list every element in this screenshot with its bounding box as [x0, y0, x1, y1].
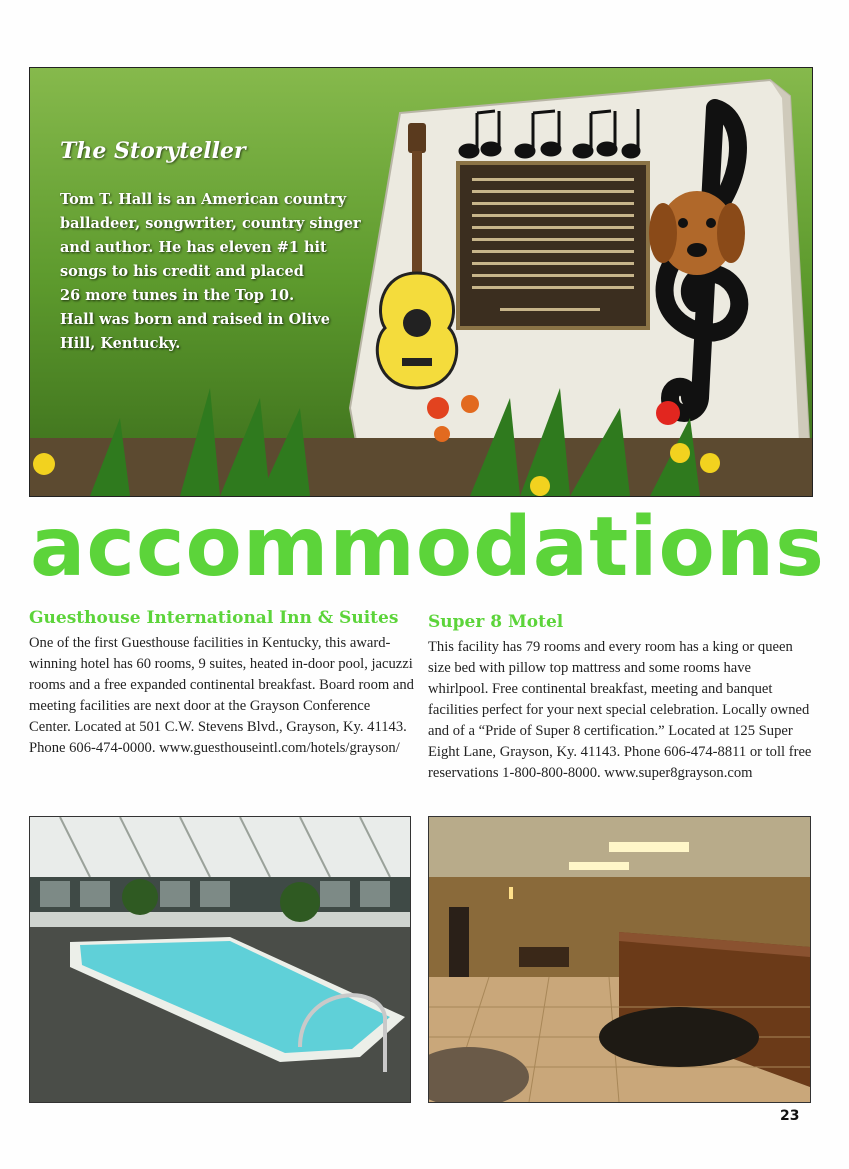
listing-description: This facility has 79 rooms and every room has a king or queen size bed with pillow top mattress and some rooms have whirlpool. Free continental breakfast, meeting and banquet facilities perfect for your next special celebration. Locally owned and of a “Pride of Super 8 certification.” Located at 125 Super Eight Lane, Grayson, Ky. 41143. Phone 606-474-8811 or toll free reservations 1-800-800-8000. www.super8grayson.com — [428, 639, 812, 781]
hero-photo — [29, 67, 813, 497]
listing-description: One of the first Guesthouse facilities in Kentucky, this award-winning hotel has 60 rooms, 9 suites, heated in-door pool, jacuzzi rooms and a free expanded continental breakfast. Board room and meeting facilities are next door at the Grayson Conference Center. Located at 501 C.W. Stevens Blvd., Grayson, Ky. 41143. Phone 606-474-0000. www.guesthouseintl.com/hotels/grayson/ — [29, 635, 414, 756]
pool-photo — [29, 816, 411, 1103]
lobby-photo — [428, 816, 811, 1103]
section-headline: accommodations — [30, 500, 825, 595]
guitar-icon — [370, 123, 480, 393]
page-number: 23 — [780, 1108, 800, 1124]
hero-caption: Tom T. Hall is an American country balladeer, songwriter, country singer and author. He has eleven #1 hit songs to his credit and placed 26 more tunes in the Top 10. Hall was born and raised in Olive Hill, Kentucky. — [60, 191, 361, 352]
listing-guesthouse — [29, 608, 414, 759]
listing-title: Guesthouse International Inn & Suites — [29, 608, 399, 628]
listing-title: Super 8 Motel — [428, 612, 564, 632]
listing-super8 — [428, 612, 813, 784]
dog-icon — [645, 178, 750, 283]
hero-title: The Storyteller — [60, 138, 246, 164]
flower-bed — [30, 368, 812, 496]
music-notes-icon — [455, 103, 645, 163]
